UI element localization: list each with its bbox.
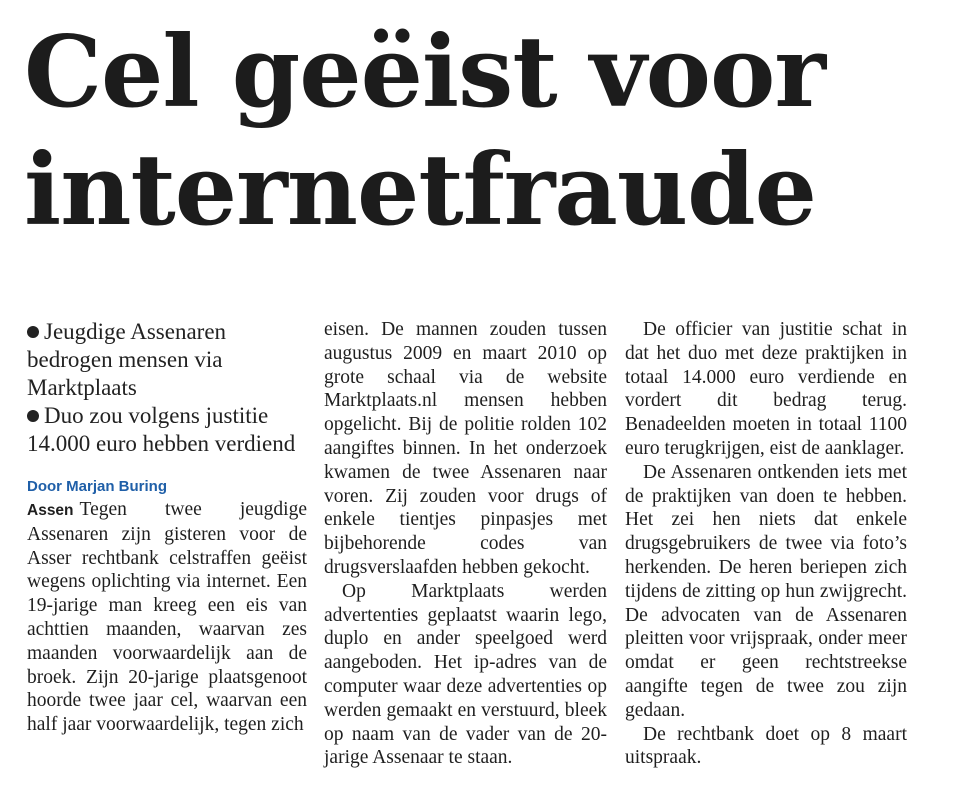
intro-bullet [27, 402, 307, 458]
intro-bullet-text: Jeugdige Assenaren bedrogen mensen via Marktplaats [27, 319, 227, 400]
byline: Door Marjan Buring [27, 478, 168, 495]
body-paragraph: Op Marktplaats werden advertenties geplaatst waarin lego, duplo en ander speelgoed werd aangeboden. Het ip-adres van de computer waar deze advertenties op werden gemaakt en verstuurd, bleek op naam van de vader van de 20-jarige Assenaar te staan. [324, 580, 607, 769]
body-paragraph: De rechtbank doet op 8 maart uitspraak. [625, 723, 907, 769]
body-paragraph [27, 498, 307, 737]
article-column-3 [625, 318, 907, 770]
intro-bullet-text: Duo zou volgens justitie 14.000 euro hebben verdiend [27, 403, 296, 456]
body-paragraph: De Assenaren ontkenden iets met de praktijken van doen te hebben. Het zei hen niets dat enkele drugsgebruikers de twee via foto’s herkenden. De heren beriepen zich tijdens de zitting op hun zwijgrecht. De advocaten van de Assenaren pleitten voor vrijspraak, onder meer omdat er geen rechtstreekse aangifte tegen de twee zou zijn gedaan. [625, 461, 907, 721]
dateline: Assen [27, 502, 74, 519]
body-paragraph: eisen. De mannen zouden tussen augustus 2009 en maart 2010 op grote schaal via de website Marktplaats.nl mensen hebben opgelicht. Bij de politie rolden 102 aangiftes binnen. In het onderzoek kwamen de twee Assenaren naar voren. Zij zouden voor drugs of enkele tientjes pinpasjes met bijbehorende codes van drugsverslaafden hebben gekocht. [324, 319, 607, 578]
article-column-2 [324, 318, 607, 770]
article-column-1 [27, 318, 307, 737]
bullet-icon [27, 326, 39, 338]
intro-bullet [27, 318, 307, 402]
body-paragraph: De officier van justitie schat in dat het duo met deze praktijken in totaal 14.000 euro verdiende en vordert dit bedrag terug. Benadeelden moeten in totaal 1100 euro terugkrijgen, eist de aanklager. [625, 319, 907, 459]
bullet-icon [27, 410, 39, 422]
intro-bullets [27, 318, 307, 458]
headline [24, 14, 944, 250]
headline-line-1: Cel geëist voor [24, 15, 826, 130]
headline-line-2: internetfraude [24, 133, 817, 248]
body-text: Tegen twee jeugdige Assenaren zijn gisteren voor de Asser rechtbank celstraffen geëist wegens oplichting via internet. Een 19-jarige man kreeg een eis van achttien maanden, waarvan zes maanden voorwaardelijk aan de broek. Zijn 20-jarige plaatsgenoot hoorde twee jaar cel, waarvan een half jaar voorwaardelijk, tegen zich [27, 499, 307, 736]
